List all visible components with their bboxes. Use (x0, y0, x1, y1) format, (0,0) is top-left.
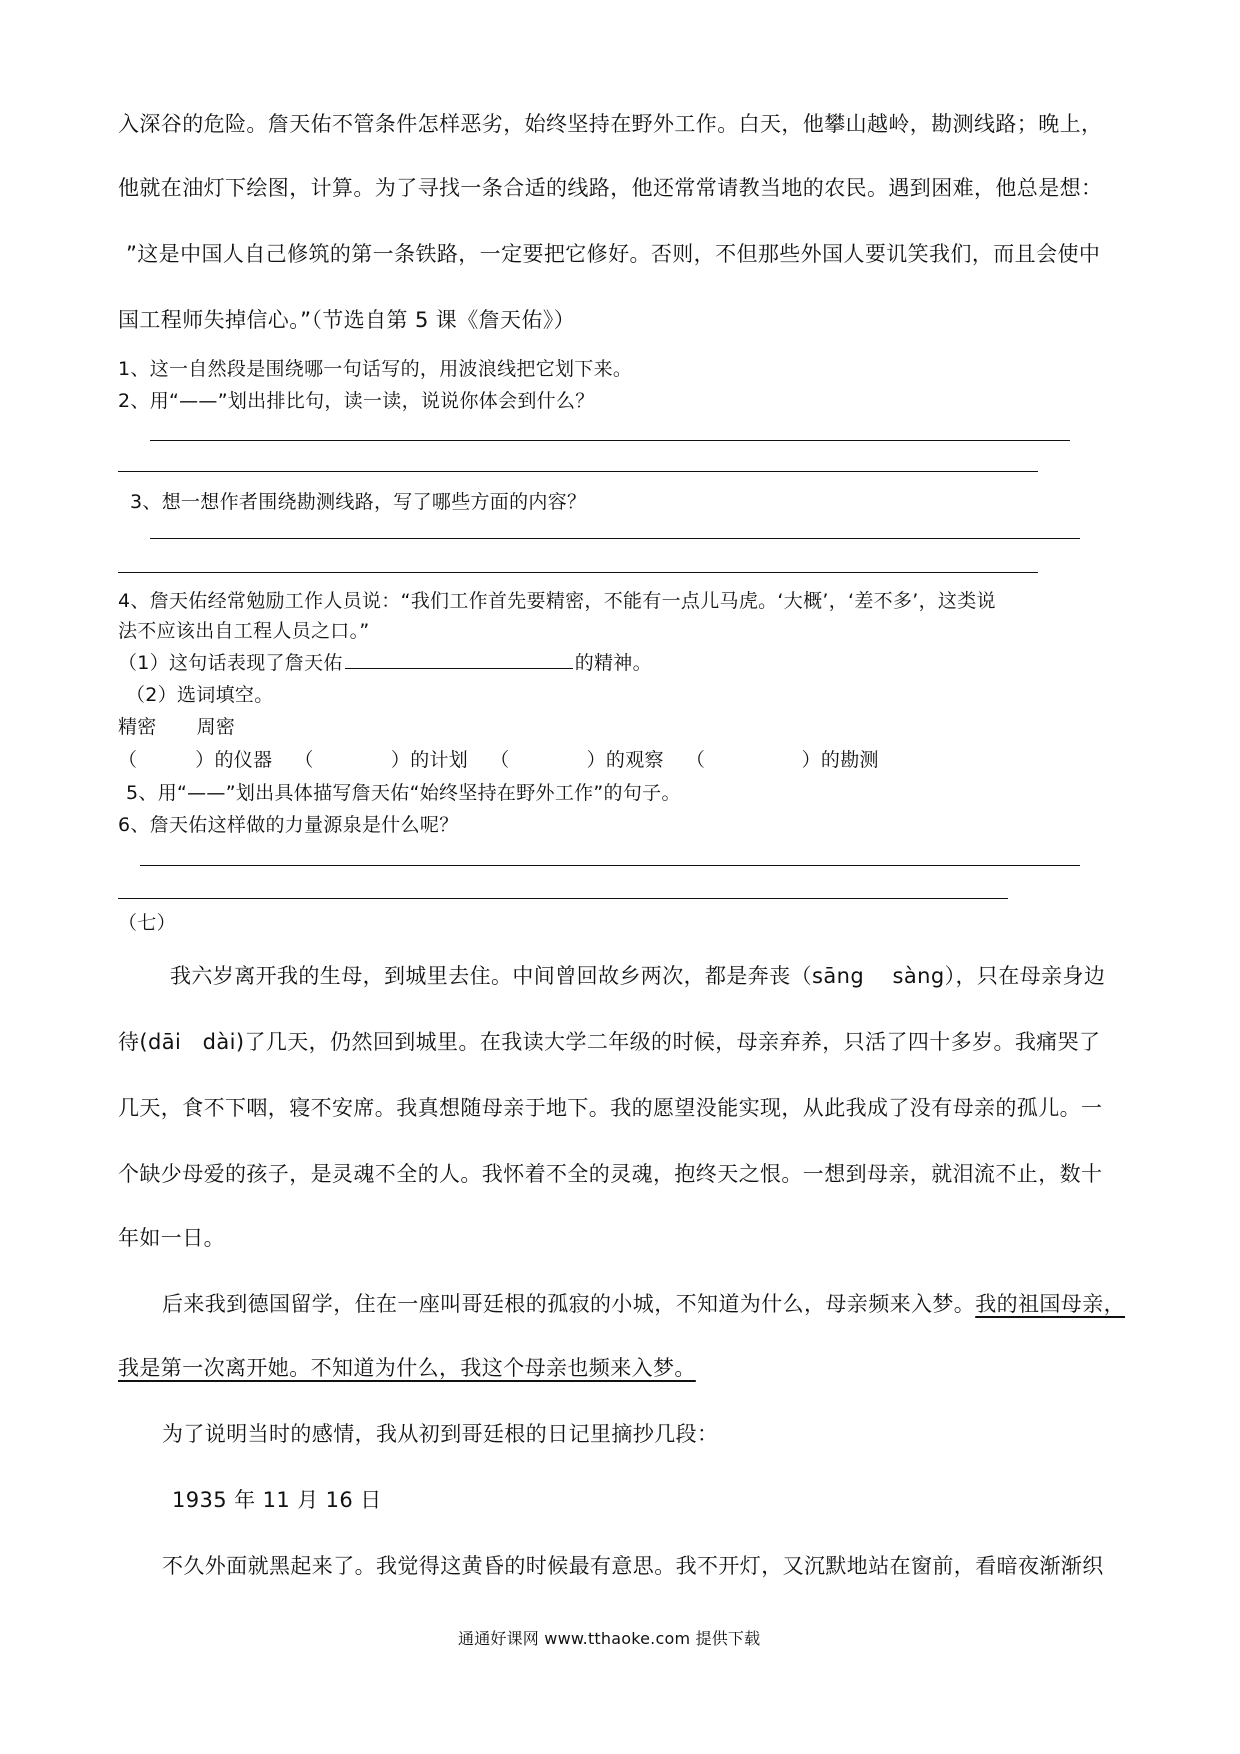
passage-line: ”这是中国人自己修筑的第一条铁路，一定要把它修好。否则，不但那些外国人要讥笑我们，而且会使中 (126, 242, 1101, 266)
underlined-sentence: 我是第一次离开她。不知道为什么，我这个母亲也频来入梦。 (118, 1356, 696, 1380)
passage-line: 年如一日。 (118, 1226, 225, 1250)
passage-line (162, 1288, 1125, 1318)
fill-row (118, 745, 879, 772)
passage-line: 不久外面就黑起来了。我觉得这黄昏的时候最有意思。我不开灯，又沉默地站在窗前，看暗夜渐渐织 (162, 1554, 1104, 1578)
sub1-suffix: 的精神。 (574, 652, 652, 674)
question-4: 4、詹天佑经常勉励工作人员说：“我们工作首先要精密，不能有一点儿马虎。‘大概’，‘差不多’，这类说 (118, 590, 996, 612)
question-2: 2、用“——”划出排比句，读一读，说说你体会到什么？ (118, 390, 595, 412)
passage-line: 个缺少母爱的孩子，是灵魂不全的人。我怀着不全的灵魂，抱终天之恨。一想到母亲，就泪流不止，数十 (118, 1162, 1103, 1186)
fill-item: （ ）的勘测 (685, 749, 879, 771)
answer-line (118, 898, 1008, 899)
fill-item: （ ）的观察 (490, 749, 664, 771)
question-1: 1、这一自然段是围绕哪一句话写的，用波浪线把它划下来。 (118, 358, 633, 380)
section-heading: （七） (118, 912, 176, 934)
page-footer: 通通好课网 www.tthaoke.com 提供下载 (458, 1629, 761, 1648)
passage-line: 他就在油灯下绘图，计算。为了寻找一条合适的线路，他还常常请教当地的农民。遇到困难，他总是想： (118, 176, 1103, 200)
passage-line: 我六岁离开我的生母，到城里去住。中间曾回故乡两次，都是奔丧（sāng sàng），只在母亲身边 (170, 964, 1106, 988)
passage-line: 待(dāi dài)了几天，仍然回到城里。在我读大学二年级的时候，母亲弃养，只活了四十多岁。我痛哭了 (118, 1030, 1101, 1054)
sub1-prefix: （1）这句话表现了詹天佑 (118, 652, 343, 674)
underlined-sentence: 我的祖国母亲， (975, 1292, 1126, 1316)
passage-line: 国工程师失掉信心。”（节选自第 5 课《詹天佑》） (118, 308, 576, 332)
answer-line (140, 865, 1080, 866)
question-3: 3、想一想作者围绕勘测线路，写了哪些方面的内容？ (130, 491, 587, 513)
passage-line: 为了说明当时的感情，我从初到哥廷根的日记里摘抄几段： (162, 1422, 719, 1446)
question-4-sub1 (118, 648, 652, 675)
diary-date: 1935 年 11 月 16 日 (172, 1488, 382, 1512)
answer-line (118, 572, 1038, 573)
fill-item: （ ）的仪器 (118, 749, 273, 771)
answer-line (118, 471, 1038, 472)
answer-line (150, 440, 1070, 441)
passage-line: 入深谷的危险。詹天佑不管条件怎样恶劣，始终坚持在野外工作。白天，他攀山越岭，勘测线路；晚上， (118, 112, 1103, 136)
word-choices (118, 712, 235, 739)
question-4-cont: 法不应该出自工程人员之口。” (118, 620, 370, 642)
passage-line: 几天，食不下咽，寝不安席。我真想随母亲于地下。我的愿望没能实现，从此我成了没有母亲的孤儿。一 (118, 1096, 1103, 1120)
question-5: 5、用“——”划出具体描写詹天佑“始终坚持在野外工作”的句子。 (126, 782, 681, 804)
word-option: 周密 (196, 716, 236, 738)
question-4-sub2: （2）选词填空。 (126, 684, 274, 706)
answer-line (150, 538, 1080, 539)
word-option: 精密 (118, 716, 157, 738)
question-6: 6、詹天佑这样做的力量源泉是什么呢？ (118, 814, 459, 836)
fill-blank[interactable] (345, 650, 573, 669)
fill-item: （ ）的计划 (294, 749, 469, 771)
passage-text: 后来我到德国留学，住在一座叫哥廷根的孤寂的小城，不知道为什么，母亲频来入梦。 (162, 1292, 976, 1316)
